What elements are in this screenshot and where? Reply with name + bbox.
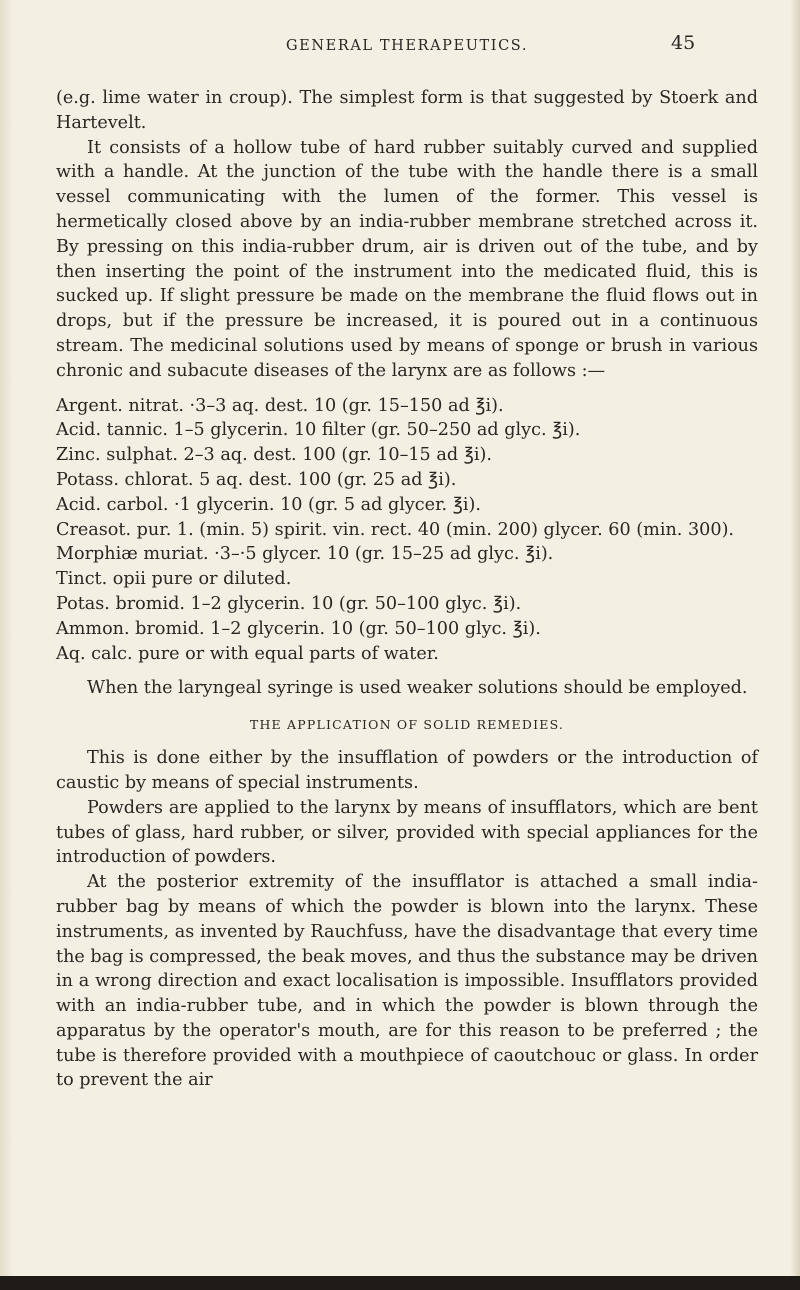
paragraph-syringe-description: It consists of a hollow tube of hard rubber suitably curved and supplied with a handle. At the junction of the tube with the handle there is a small vessel communicating with the lumen of the former. This vessel is hermetically closed above by an india-rubber membrane stretched across it. By pressing on this india-rubber drum, air is driven out of the tube, and by then inserting the point of the instrument into the medicated fluid, this is sucked up. If slight pressure be made on the membrane the fluid flows out in drops, but if the pressure be increased, it is poured out in a continuous stream. The medicinal solutions used by means of sponge or brush in various chronic and subacute diseases of the larynx are as follows :— (56, 137, 758, 381)
prescription-item: Tinct. opii pure or diluted. (56, 569, 292, 590)
page-number: 45 (671, 32, 696, 54)
prescription-item: Argent. nitrat. ·3–3 aq. dest. 10 (gr. 15–150 ad ℥i). (56, 395, 504, 416)
section-heading: THE APPLICATION OF SOLID REMEDIES. (249, 717, 565, 733)
paragraph-insufflator-bag: At the posterior extremity of the insufflator is attached a small india-rubber bag by means of which the powder is blown into the larynx. These instruments, as invented by Rauchfuss, have the disadvantage that every time the bag is compressed, the beak moves, and thus the substance may be driven in a wrong direction and exact localisation is impossible. Insufflators provided with an india-rubber tube, and in which the powder is blown through the apparatus by the operator's mouth, are for this reason to be preferred ; the tube is therefore provided with a mouthpiece of caoutchouc or glass. In order to prevent the air (56, 872, 758, 1091)
prescription-item: Acid. tannic. 1–5 glycerin. 10 filter (gr. 50–250 ad glyc. ℥i). (56, 420, 581, 441)
page-body (56, 86, 758, 1093)
prescription-item: Creasot. pur. 1. (min. 5) spirit. vin. rect. 40 (min. 200) glycer. 60 (min. 300). (56, 519, 735, 540)
paragraph-syringe-note: When the laryngeal syringe is used weaker solutions should be employed. (87, 678, 748, 699)
bottom-dark-band (0, 1276, 800, 1290)
page-header (0, 32, 800, 62)
prescription-item: Potass. chlorat. 5 aq. dest. 100 (gr. 25 ad ℥i). (56, 469, 457, 490)
prescription-item: Acid. carbol. ·1 glycerin. 10 (gr. 5 ad glycer. ℥i). (56, 494, 481, 515)
page-left-edge (0, 0, 14, 1290)
prescription-item: Ammon. bromid. 1–2 glycerin. 10 (gr. 50–100 glyc. ℥i). (56, 618, 541, 639)
prescription-item: Zinc. sulphat. 2–3 aq. dest. 100 (gr. 10–15 ad ℥i). (56, 445, 492, 466)
running-head: GENERAL THERAPEUTICS. (286, 38, 529, 54)
prescription-item: Aq. calc. pure or with equal parts of water. (56, 643, 439, 664)
page-right-edge (790, 0, 800, 1290)
paragraph-solid-remedies: This is done either by the insufflation of powders or the introduction of caustic by means of special instruments. (56, 748, 758, 793)
prescription-list (56, 394, 758, 667)
paragraph-intro: (e.g. lime water in croup). The simplest form is that suggested by Stoerk and Hartevelt. (56, 88, 758, 133)
prescription-item: Morphiæ muriat. ·3–·5 glycer. 10 (gr. 15–25 ad glyc. ℥i). (56, 544, 554, 565)
prescription-item: Potas. bromid. 1–2 glycerin. 10 (gr. 50–100 glyc. ℥i). (56, 593, 522, 614)
paragraph-insufflators: Powders are applied to the larynx by means of insufflators, which are bent tubes of glass, hard rubber, or silver, provided with special appliances for the introduction of powders. (56, 797, 758, 868)
